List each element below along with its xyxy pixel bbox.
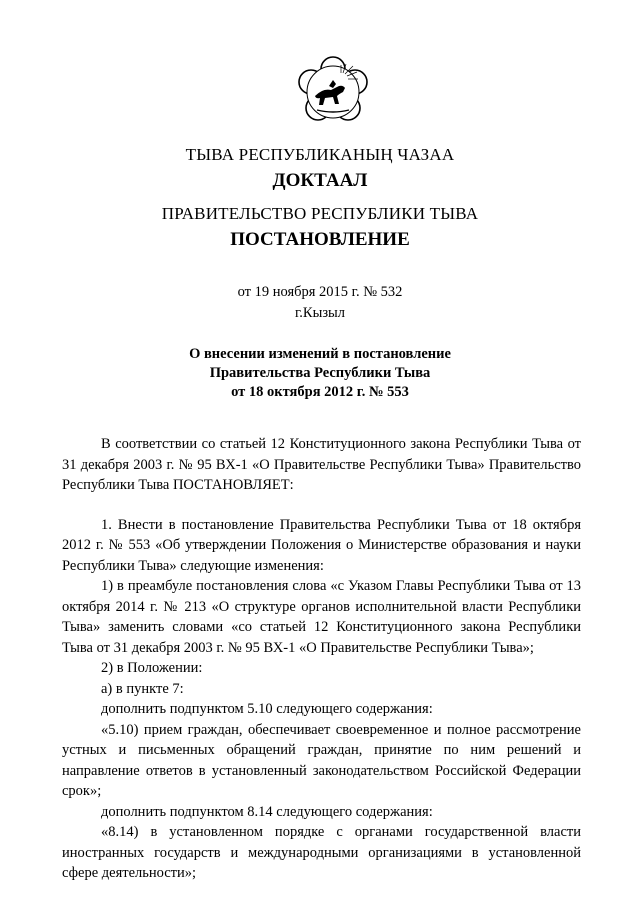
paragraph-quote-8-14: «8.14) в установленном порядке с органами государственной власти иностранных государств и международными организациями в установленной сфере деятельности»;: [62, 824, 581, 881]
paragraph-quote-5-10: «5.10) прием граждан, обеспечивает своевременное и полное рассмотрение устных и письменных обращений граждан, принятие по ним решений и направление ответов в установленный законодательством Российской Федерации срок»;: [62, 721, 581, 799]
document-date-number: от 19 ноября 2015 г. № 532: [237, 284, 403, 300]
title-line-2: Правительства Республики Тыва: [209, 365, 431, 381]
document-title: [0, 345, 640, 402]
title-line-1: О внесении изменений в постановление: [189, 346, 451, 362]
paragraph-subitem-1: 1) в преамбуле постановления слова «с Указом Главы Республики Тыва от 13 октября 2014 г. № 213 «О структуре органов исполнительной власти Республики Тыва» заменить словами «со статьей 12 Конституционного закона Республики Тыва от 31 декабря 2003 г. № 95 ВХ-1 «О Правительстве Республики Тыва»;: [62, 578, 581, 656]
header-government: ПРАВИТЕЛЬСТВО РЕСПУБЛИКИ ТЫВА: [161, 204, 479, 223]
paragraph-add-8-14: дополнить подпунктом 8.14 следующего содержания:: [101, 803, 433, 820]
header-decree-tuvan: ДОКТААЛ: [272, 170, 368, 191]
document-body: [62, 434, 581, 884]
paragraph-subitem-2: 2) в Положении:: [101, 660, 203, 676]
document-city: г.Кызыл: [294, 305, 346, 321]
coat-of-arms-emblem: [293, 52, 373, 132]
paragraph-preamble: В соответствии со статьей 12 Конституционного закона Республики Тыва от 31 декабря 2003 г. № 95 ВХ-1 «О Правительстве Республики Тыва» Правительство Республики Тыва ПОСТАНОВЛЯЕТ:: [62, 436, 581, 493]
header-republic-tuvan: ТЫВА РЕСПУБЛИКАНЫҢ ЧАЗАА: [185, 145, 455, 164]
paragraph-item-1: 1. Внести в постановление Правительства Республики Тыва от 18 октября 2012 г. № 553 «Об утверждении Положения о Министерстве образования и науки Республики Тыва» следующие изменения:: [62, 516, 581, 574]
paragraph-add-5-10: дополнить подпунктом 5.10 следующего содержания:: [101, 701, 433, 717]
header-resolution: ПОСТАНОВЛЕНИЕ: [230, 229, 410, 250]
paragraph-subitem-a: а) в пункте 7:: [101, 680, 184, 697]
title-line-3: от 18 октября 2012 г. № 553: [231, 384, 409, 400]
